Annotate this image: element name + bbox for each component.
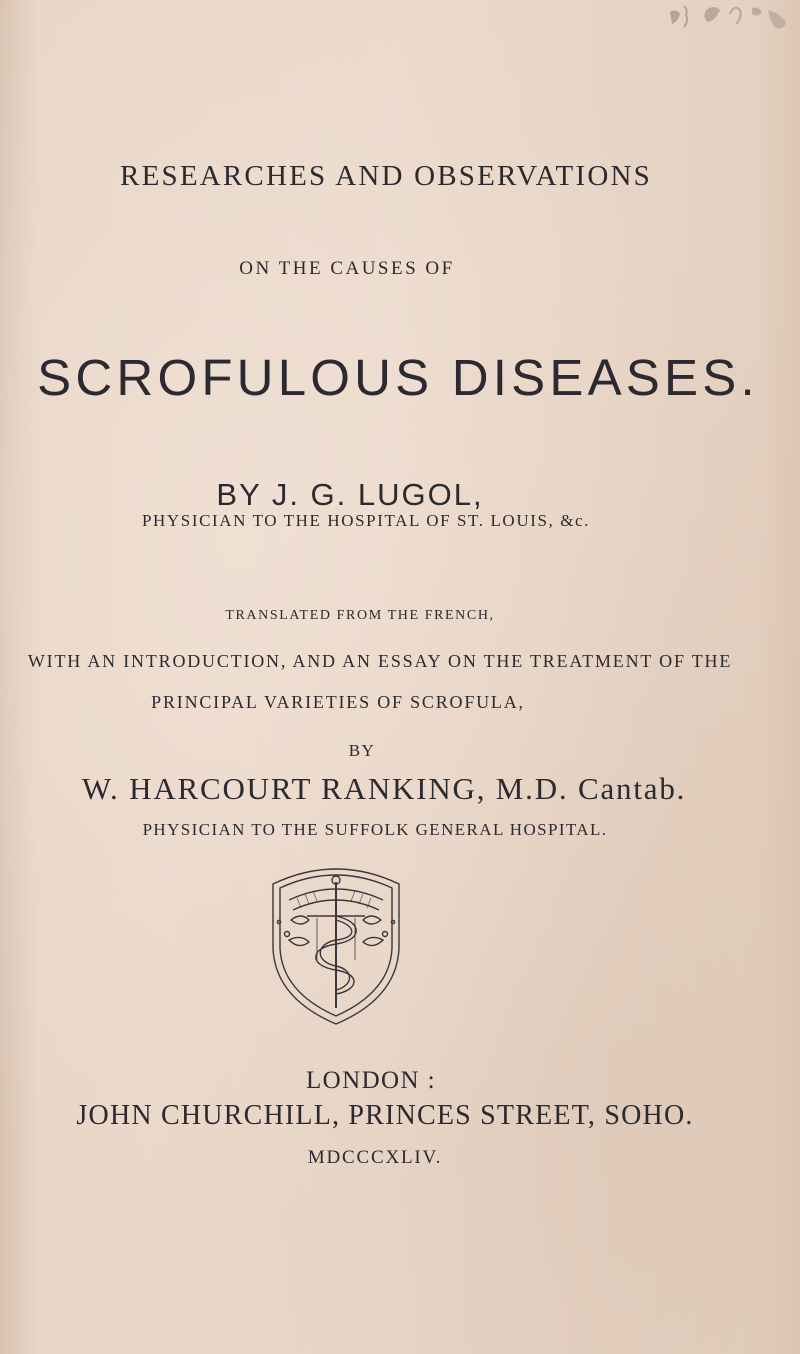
main-title: SCROFULOUS DISEASES.: [37, 349, 759, 406]
translated-note: TRANSLATED FROM THE FRENCH,: [225, 608, 495, 623]
imprint-publisher: JOHN CHURCHILL, PRINCES STREET, SOHO.: [76, 1100, 694, 1131]
translator-name: W. HARCOURT RANKING, M.D. Cantab.: [81, 771, 687, 806]
imprint-year: MDCCCXLIV.: [307, 1147, 443, 1168]
principal-line: PRINCIPAL VARIETIES OF SCROFULA,: [151, 692, 525, 712]
heading-researches: RESEARCHES AND OBSERVATIONS: [120, 160, 652, 192]
publisher-emblem-icon: [267, 860, 405, 1028]
author-position: PHYSICIAN TO THE HOSPITAL OF ST. LOUIS, &c.: [141, 511, 591, 530]
author-byline: BY J. G. LUGOL,: [216, 477, 484, 512]
translator-position: PHYSICIAN TO THE SUFFOLK GENERAL HOSPITAL.: [142, 820, 608, 839]
introduction-line: WITH AN INTRODUCTION, AND AN ESSAY ON THE TREATMENT OF THE: [27, 651, 733, 671]
page-stain-marks-icon: [664, 0, 800, 34]
heading-on-the-causes: ON THE CAUSES OF: [239, 258, 455, 279]
imprint-city: LONDON :: [306, 1067, 436, 1094]
by-label: BY: [348, 741, 376, 760]
